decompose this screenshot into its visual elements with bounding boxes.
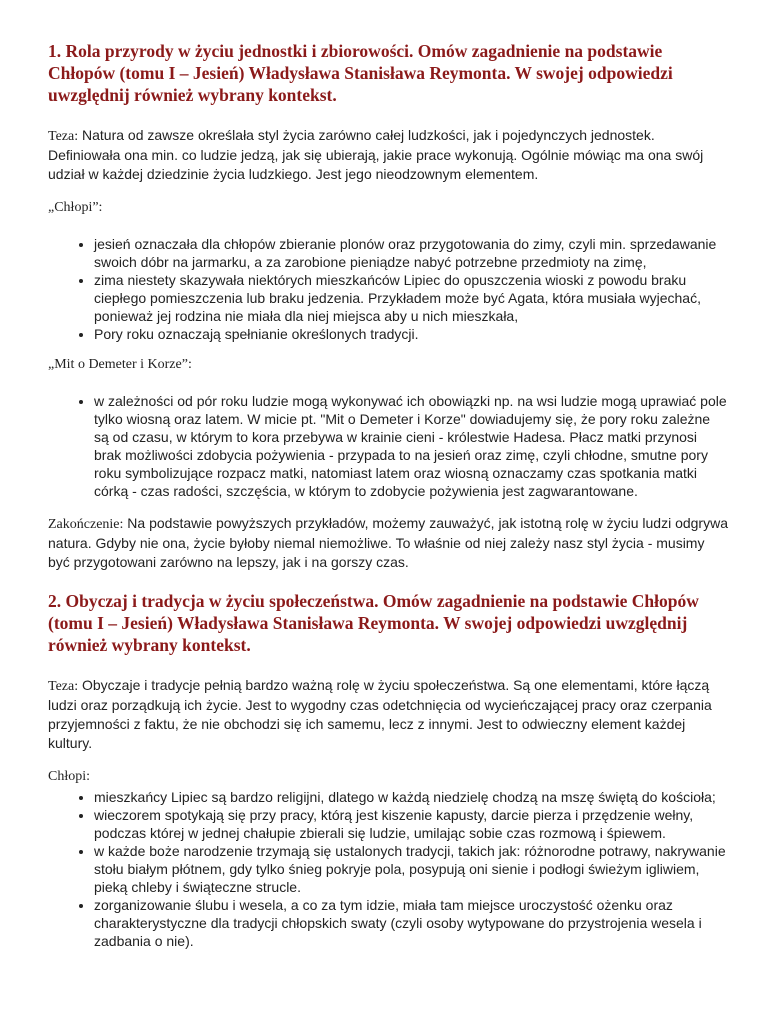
list-item: • zorganizowanie ślubu i wesela, a co za tym idzie, miała tam miejsce uroczystość ożenku oraz charakterystyczne dla tradycji chłopskich swaty (czyli osoby wytypowane do przystrojenia wesela i zadbania o nie).: [94, 896, 728, 950]
section1-title: 1. Rola przyrody w życiu jednostki i zbiorowości. Omów zagadnienie na podstawie Chłopów (tomu I – Jesień) Władysława Stanisława Reymonta. W swojej odpowiedzi uwzględnij również wybrany kontekst.: [48, 41, 673, 105]
zakonczenie-text: Na podstawie powyższych przykładów, możemy zauważyć, jak istotną rolę w życiu ludzi odgrywa natura. Gdyby nie ona, życie byłoby niemal niemożliwe. To właśnie od niej zależy nasz styl życia - musimy być przygotowani zarówno na lepszy, jak i na gorszy czas.: [48, 515, 728, 570]
list-item: • mieszkańcy Lipiec są bardzo religijni, dlatego w każdą niedzielę chodzą na mszę świętą do kościoła;: [94, 788, 728, 806]
teza-text: Natura od zawsze określała styl życia zarówno całej ludzkości, jak i pojedynczych jednostek. Definiowała ona min. co ludzie jedzą, jak się ubierają, jakie prace wykonują. Ogólnie mówiąc ma ona swój udział w każdej dziedzinie życia ludzkiego. Jest jego nieodzownym elementem.: [48, 127, 704, 182]
chlopi-list: [48, 235, 728, 343]
section1-zakonczenie: [48, 514, 728, 572]
mit-heading: „Mit o Demeter i Korze”:: [48, 357, 192, 372]
teza-label: Teza:: [48, 129, 79, 144]
teza-text: Obyczaje i tradycje pełnią bardzo ważną rolę w życiu społeczeństwa. Są one elementami, które łączą ludzi oraz porządkują ich życie. Jest to wygodny czas odetchnięcia od wycieńczającej pracy oraz czerpania przyjemności z faktu, że nie obchodzi się ich samemu, lecz z innymi. Jest to odwieczny element każdej kultury.: [48, 677, 712, 751]
chlopi-heading: „Chłopi”:: [48, 200, 103, 215]
zakonczenie-label: Zakończenie:: [48, 517, 124, 532]
document-page: [48, 40, 728, 964]
mit-list: [48, 392, 728, 500]
list-item: • wieczorem spotykają się przy pracy, którą jest kiszenie kapusty, darcie pierza i przędzenie wełny, podczas której w jednej chałupie zbierali się ludzie, umilając sobie czas rozmową i śpiewem.: [94, 806, 728, 842]
list-item: • Pory roku oznaczają spełnianie określonych tradycji.: [94, 325, 728, 343]
list-item: • zima niestety skazywała niektórych mieszkańców Lipiec do opuszczenia wioski z powodu braku ciepłego pomieszczenia lub braku jedzenia. Przykładem może być Agata, która musiała wyjechać, ponieważ jej rodzina nie miała dla niej miejsca aby u nich mieszkała,: [94, 271, 728, 325]
section2-title: 2. Obyczaj i tradycja w życiu społeczeństwa. Omów zagadnienie na podstawie Chłopów (tomu I – Jesień) Władysława Stanisława Reymonta. W swojej odpowiedzi uwzględnij również wybrany kontekst.: [48, 591, 699, 655]
list-item: • jesień oznaczała dla chłopów zbieranie plonów oraz przygotowania do zimy, czyli min. sprzedawanie swoich dóbr na jarmarku, a za zarobione pieniądze nabyć potrzebne przedmioty na zimę,: [94, 235, 728, 271]
section1-teza: [48, 126, 728, 184]
chlopi-heading-2: Chłopi:: [48, 769, 91, 784]
section2-teza: [48, 676, 728, 753]
chlopi-list-2: [48, 788, 728, 950]
list-item: • w zależności od pór roku ludzie mogą wykonywać ich obowiązki np. na wsi ludzie mogą uprawiać pole tylko wiosną oraz latem. W micie pt. "Mit o Demeter i Korze" dowiadujemy się, że pory roku zależne są od czasu, w którym to kora przebywa w krainie cieni - królestwie Hadesa. Płacz matki przynosi brak możliwości zdobycia pożywienia - przypada to na jesień oraz zimę, czyli chłodne, smutne pory roku symbolizujące rozpacz matki, natomiast latem oraz wiosną oznaczamy czas spotkania matki córką - czas radości, szczęścia, w którym to zdobycie pożywienia jest zagwarantowane.: [94, 392, 728, 500]
teza-label: Teza:: [48, 679, 79, 694]
list-item: • w każde boże narodzenie trzymają się ustalonych tradycji, takich jak: różnorodne potrawy, nakrywanie stołu białym płótnem, gdy tylko śnieg pokryje pola, posypują oni sienie i podłogi świeżym igliwiem, pieką chleby i świąteczne strucle.: [94, 842, 728, 896]
